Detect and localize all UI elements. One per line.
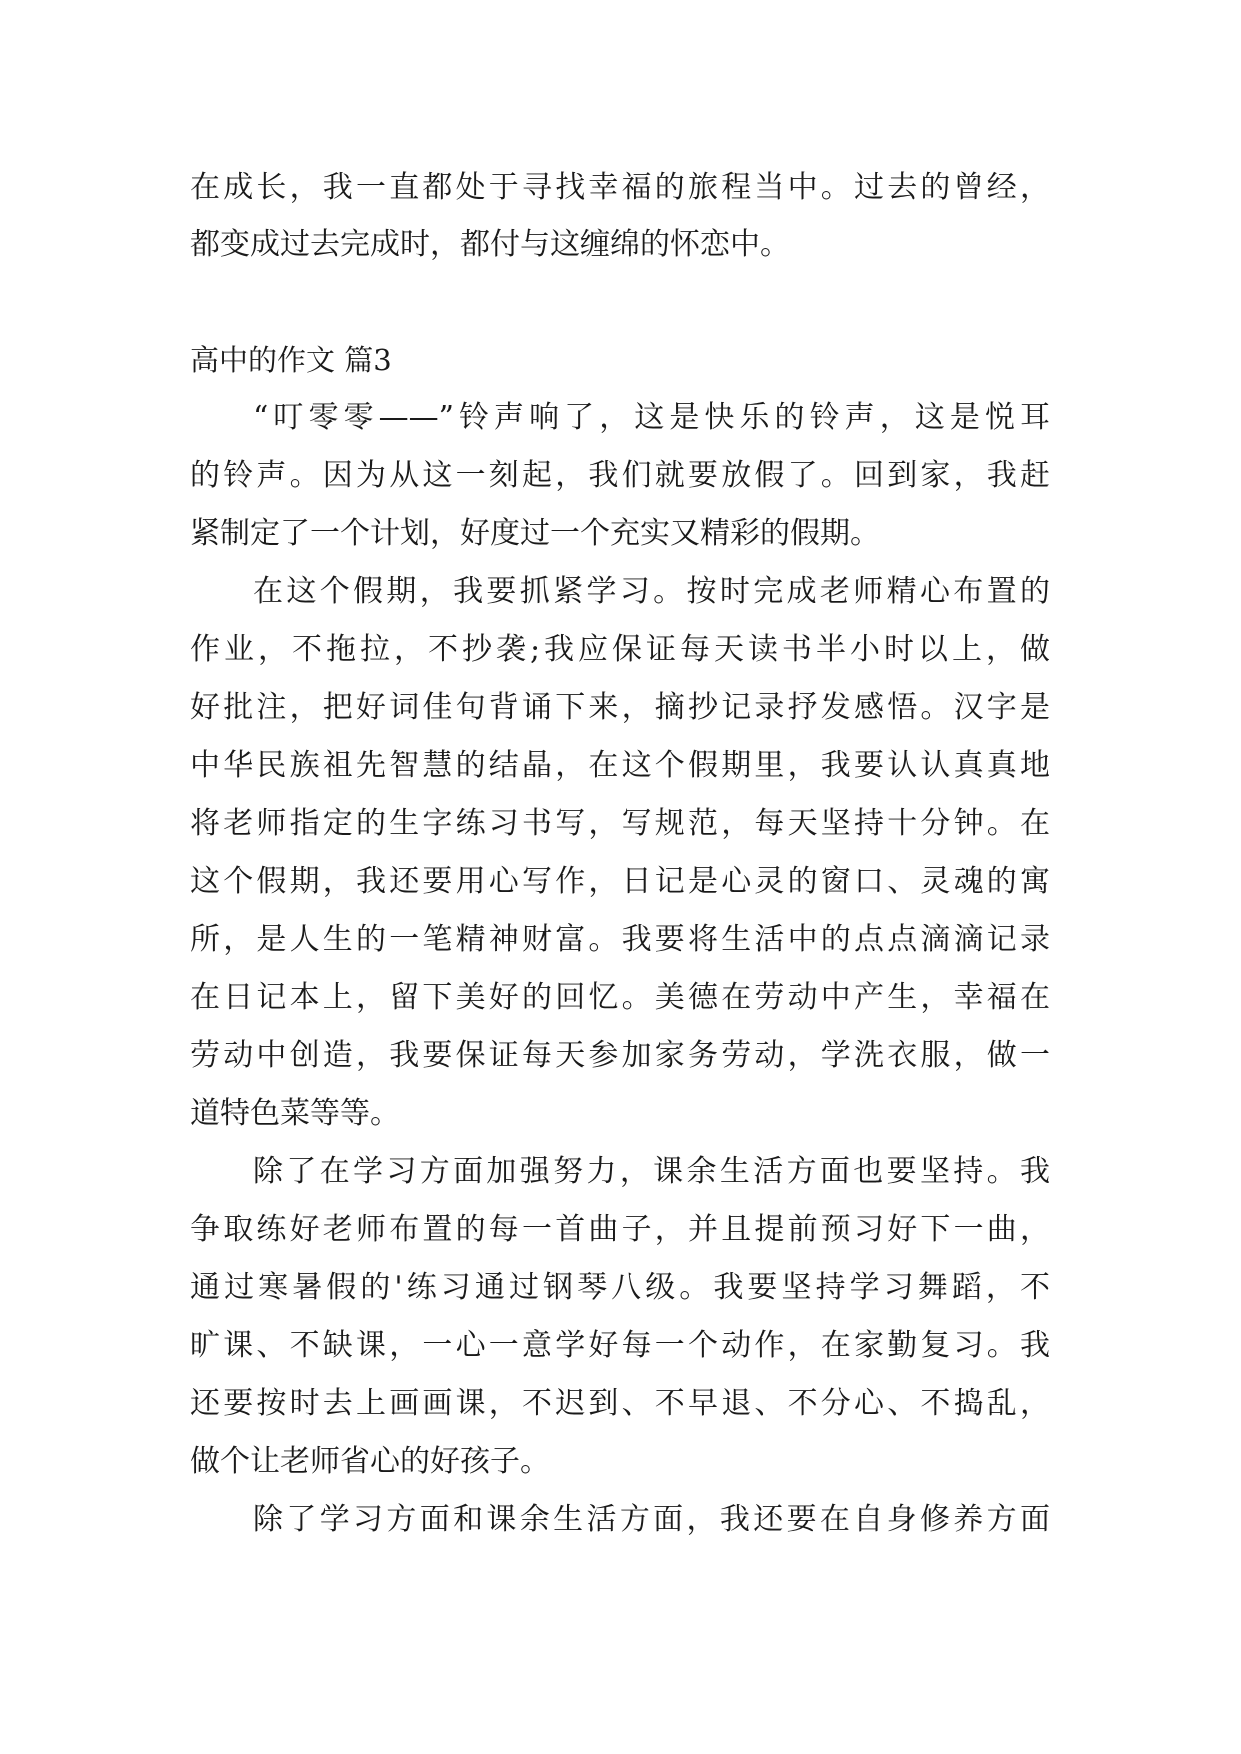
section-heading: 高中的作文 篇3 bbox=[190, 343, 392, 377]
text-line: 劳动中创造，我要保证每天参加家务劳动，学洗衣服，做一 bbox=[190, 1038, 1050, 1073]
text-line: 除了在学习方面加强努力，课余生活方面也要坚持。我 bbox=[253, 1154, 1050, 1189]
text-line: 作业，不拖拉，不抄袭;我应保证每天读书半小时以上，做 bbox=[190, 632, 1050, 667]
text-line: 争取练好老师布置的每一首曲子，并且提前预习好下一曲， bbox=[190, 1212, 1050, 1247]
text-line: 好批注，把好词佳句背诵下来，摘抄记录抒发感悟。汉字是 bbox=[190, 690, 1050, 725]
text-line: 紧制定了一个计划，好度过一个充实又精彩的假期。 bbox=[190, 516, 880, 551]
text-line: 在日记本上，留下美好的回忆。美德在劳动中产生，幸福在 bbox=[190, 980, 1050, 1015]
text-line: 除了学习方面和课余生活方面，我还要在自身修养方面 bbox=[253, 1502, 1050, 1537]
text-line: 中华民族祖先智慧的结晶，在这个假期里，我要认认真真地 bbox=[190, 748, 1050, 783]
text-line: 还要按时去上画画课，不迟到、不早退、不分心、不捣乱， bbox=[190, 1386, 1050, 1421]
text-line: 将老师指定的生字练习书写，写规范，每天坚持十分钟。在 bbox=[190, 806, 1050, 841]
text-line: 做个让老师省心的好孩子。 bbox=[190, 1444, 550, 1479]
text-line: “叮零零——”铃声响了，这是快乐的铃声，这是悦耳 bbox=[253, 400, 1050, 435]
text-line: 的铃声。因为从这一刻起，我们就要放假了。回到家，我赶 bbox=[190, 458, 1050, 493]
text-line: 这个假期，我还要用心写作，日记是心灵的窗口、灵魂的寓 bbox=[190, 864, 1050, 899]
text-line: 在这个假期，我要抓紧学习。按时完成老师精心布置的 bbox=[253, 574, 1050, 609]
text-line: 在成长，我一直都处于寻找幸福的旅程当中。过去的曾经， bbox=[190, 170, 1050, 205]
text-line: 都变成过去完成时，都付与这缠绵的怀恋中。 bbox=[190, 227, 790, 262]
text-line: 通过寒暑假的'练习通过钢琴八级。我要坚持学习舞蹈，不 bbox=[190, 1270, 1050, 1305]
text-line: 道特色菜等等。 bbox=[190, 1096, 400, 1131]
text-line: 旷课、不缺课，一心一意学好每一个动作，在家勤复习。我 bbox=[190, 1328, 1050, 1363]
text-line: 所，是人生的一笔精神财富。我要将生活中的点点滴滴记录 bbox=[190, 922, 1050, 957]
